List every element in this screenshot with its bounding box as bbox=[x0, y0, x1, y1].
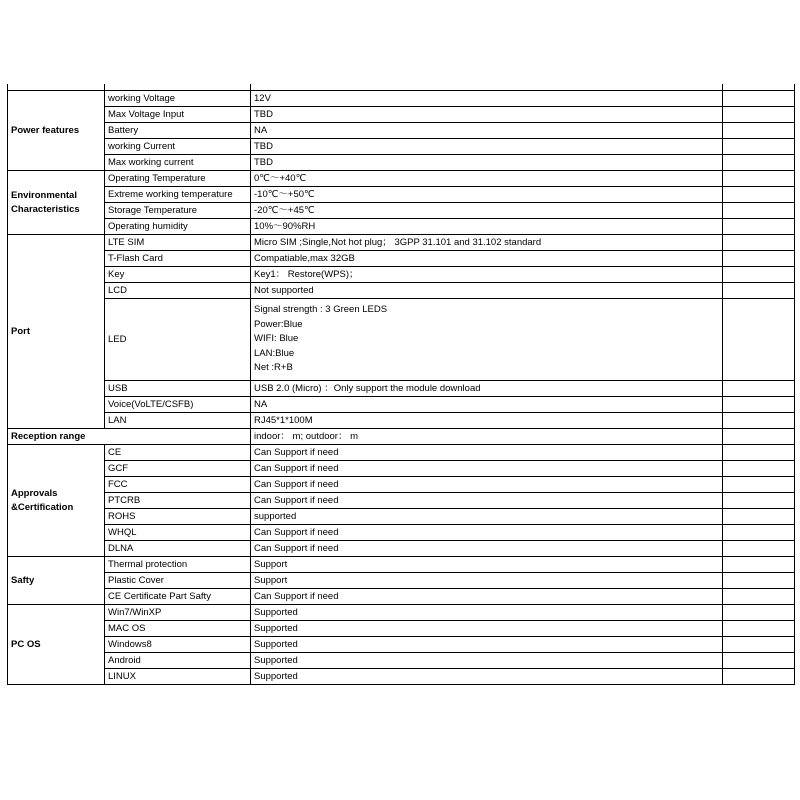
item-name-cell: Operating Temperature bbox=[105, 171, 251, 187]
item-name-cell: DLNA bbox=[105, 541, 251, 557]
remark-cell bbox=[723, 461, 795, 477]
spec-row bbox=[8, 477, 795, 493]
item-name-cell: Plastic Cover bbox=[105, 573, 251, 589]
item-value-cell: Supported bbox=[251, 669, 723, 685]
spec-row bbox=[8, 397, 795, 413]
remark-cell bbox=[723, 525, 795, 541]
remark-cell bbox=[723, 653, 795, 669]
item-value-cell: indoor： m; outdoor： m bbox=[251, 429, 723, 445]
spec-row bbox=[8, 171, 795, 187]
item-name-cell: T-Flash Card bbox=[105, 251, 251, 267]
item-name-cell: PTCRB bbox=[105, 493, 251, 509]
spec-row bbox=[8, 283, 795, 299]
item-name-cell: Win7/WinXP bbox=[105, 605, 251, 621]
item-value-cell: Can Support if need bbox=[251, 445, 723, 461]
item-name-cell: working Current bbox=[105, 139, 251, 155]
remark-cell bbox=[723, 381, 795, 397]
item-name-cell: LCD bbox=[105, 283, 251, 299]
remark-cell bbox=[723, 139, 795, 155]
spec-row bbox=[8, 509, 795, 525]
value-line: Net :R+B bbox=[254, 362, 293, 374]
item-value-cell: Supported bbox=[251, 621, 723, 637]
spec-row bbox=[8, 557, 795, 573]
item-value-cell: 12V bbox=[251, 91, 723, 107]
item-value-cell: Key1： Restore(WPS)； bbox=[251, 267, 723, 283]
remark-cell bbox=[723, 429, 795, 445]
item-name-cell: CE Certificate Part Safty bbox=[105, 589, 251, 605]
spec-row bbox=[8, 91, 795, 107]
item-name-cell: Android bbox=[105, 653, 251, 669]
remark-cell bbox=[723, 445, 795, 461]
remark-cell bbox=[723, 605, 795, 621]
item-name-cell: working Voltage bbox=[105, 91, 251, 107]
spec-row bbox=[8, 589, 795, 605]
remark-cell bbox=[723, 171, 795, 187]
item-name-cell: Windows8 bbox=[105, 637, 251, 653]
spec-row bbox=[8, 235, 795, 251]
remark-cell bbox=[723, 557, 795, 573]
item-name-cell: MAC OS bbox=[105, 621, 251, 637]
spec-row bbox=[8, 107, 795, 123]
item-value-cell: Micro SIM ;Single,Not hot plug； 3GPP 31.101 and 31.102 standard bbox=[251, 235, 723, 251]
item-name-cell: WHQL bbox=[105, 525, 251, 541]
spec-row bbox=[8, 139, 795, 155]
remark-cell bbox=[723, 669, 795, 685]
value-line: Power:Blue bbox=[254, 318, 303, 330]
item-value-cell bbox=[251, 299, 723, 381]
item-name-cell: FCC bbox=[105, 477, 251, 493]
spec-row bbox=[8, 267, 795, 283]
spec-row bbox=[8, 605, 795, 621]
remark-cell bbox=[723, 413, 795, 429]
item-value-cell: TBD bbox=[251, 107, 723, 123]
spec-row bbox=[8, 203, 795, 219]
item-name-cell: Operating humidity bbox=[105, 219, 251, 235]
spec-row bbox=[8, 155, 795, 171]
remark-cell bbox=[723, 251, 795, 267]
spec-row bbox=[8, 653, 795, 669]
category-cell: PC OS bbox=[8, 605, 105, 685]
item-name-cell: CE bbox=[105, 445, 251, 461]
remark-cell bbox=[723, 283, 795, 299]
remark-cell bbox=[723, 621, 795, 637]
spec-row bbox=[8, 669, 795, 685]
remark-cell bbox=[723, 477, 795, 493]
item-value-cell: NA bbox=[251, 123, 723, 139]
spec-row bbox=[8, 187, 795, 203]
item-name-cell: Voice(VoLTE/CSFB) bbox=[105, 397, 251, 413]
item-value-cell: Can Support if need bbox=[251, 589, 723, 605]
item-name-cell: Key bbox=[105, 267, 251, 283]
item-value-cell: 0℃～+40℃ bbox=[251, 171, 723, 187]
item-name-cell: Thermal protection bbox=[105, 557, 251, 573]
item-value-cell: Supported bbox=[251, 605, 723, 621]
item-value-cell: Can Support if need bbox=[251, 461, 723, 477]
spec-row bbox=[8, 219, 795, 235]
spec-row bbox=[8, 413, 795, 429]
spec-row bbox=[8, 493, 795, 509]
item-name-cell: LAN bbox=[105, 413, 251, 429]
item-value-cell: Not supported bbox=[251, 283, 723, 299]
spec-table bbox=[7, 84, 795, 685]
remark-cell bbox=[723, 123, 795, 139]
item-value-cell: -20℃～+45℃ bbox=[251, 203, 723, 219]
spec-row bbox=[8, 123, 795, 139]
item-value-cell: RJ45*1*100M bbox=[251, 413, 723, 429]
spec-row bbox=[8, 541, 795, 557]
item-value-cell: NA bbox=[251, 397, 723, 413]
remark-cell bbox=[723, 573, 795, 589]
item-name-cell: Max working current bbox=[105, 155, 251, 171]
item-name-cell: LINUX bbox=[105, 669, 251, 685]
category-cell: Safty bbox=[8, 557, 105, 605]
remark-cell bbox=[723, 219, 795, 235]
item-name-cell: Extreme working temperature bbox=[105, 187, 251, 203]
item-value-cell: -10℃～+50℃ bbox=[251, 187, 723, 203]
remark-cell bbox=[723, 267, 795, 283]
remark-cell bbox=[723, 91, 795, 107]
value-line: LAN:Blue bbox=[254, 347, 295, 359]
remark-cell bbox=[723, 541, 795, 557]
item-name-cell: ROHS bbox=[105, 509, 251, 525]
item-value-cell: supported bbox=[251, 509, 723, 525]
category-cell: Port bbox=[8, 235, 105, 429]
remark-cell bbox=[723, 493, 795, 509]
item-value-cell: Can Support if need bbox=[251, 493, 723, 509]
spec-row bbox=[8, 299, 795, 381]
item-value-cell: Support bbox=[251, 573, 723, 589]
category-cell: Environmental Characteristics bbox=[8, 171, 105, 235]
item-value-cell: TBD bbox=[251, 155, 723, 171]
spec-row bbox=[8, 381, 795, 397]
item-value-cell: 10%～90%RH bbox=[251, 219, 723, 235]
item-value-cell: Supported bbox=[251, 637, 723, 653]
item-value-cell: Can Support if need bbox=[251, 477, 723, 493]
category-cell: Power features bbox=[8, 91, 105, 171]
item-value-cell: USB 2.0 (Micro) ：Only support the module download bbox=[251, 381, 723, 397]
remark-cell bbox=[723, 397, 795, 413]
value-line: WIFI: Blue bbox=[254, 333, 299, 345]
spec-row bbox=[8, 573, 795, 589]
remark-cell bbox=[723, 187, 795, 203]
spec-row bbox=[8, 251, 795, 267]
item-name-cell: LED bbox=[105, 299, 251, 381]
spec-row bbox=[8, 525, 795, 541]
item-value-cell: TBD bbox=[251, 139, 723, 155]
item-value-cell: Supported bbox=[251, 653, 723, 669]
remark-cell bbox=[723, 509, 795, 525]
spec-row bbox=[8, 429, 795, 445]
remark-cell bbox=[723, 203, 795, 219]
remark-cell bbox=[723, 589, 795, 605]
remark-cell bbox=[723, 235, 795, 251]
item-name-cell: GCF bbox=[105, 461, 251, 477]
item-value-cell: Can Support if need bbox=[251, 541, 723, 557]
category-cell: Approvals &Certification bbox=[8, 445, 105, 557]
item-value-cell: Support bbox=[251, 557, 723, 573]
spec-row bbox=[8, 445, 795, 461]
spec-row bbox=[8, 637, 795, 653]
item-name-cell: Max Voltage Input bbox=[105, 107, 251, 123]
remark-cell bbox=[723, 299, 795, 381]
item-value-cell: Can Support if need bbox=[251, 525, 723, 541]
item-name-cell: Battery bbox=[105, 123, 251, 139]
remark-cell bbox=[723, 155, 795, 171]
spec-row bbox=[8, 461, 795, 477]
spec-row bbox=[8, 621, 795, 637]
item-name-cell: Storage Temperature bbox=[105, 203, 251, 219]
category-cell: Reception range bbox=[8, 429, 251, 445]
value-line: Signal strength : 3 Green LEDS bbox=[254, 304, 388, 316]
remark-cell bbox=[723, 637, 795, 653]
spec-table-body bbox=[8, 84, 795, 685]
item-value-cell: Compatiable,max 32GB bbox=[251, 251, 723, 267]
item-name-cell: LTE SIM bbox=[105, 235, 251, 251]
item-name-cell: USB bbox=[105, 381, 251, 397]
remark-cell bbox=[723, 107, 795, 123]
